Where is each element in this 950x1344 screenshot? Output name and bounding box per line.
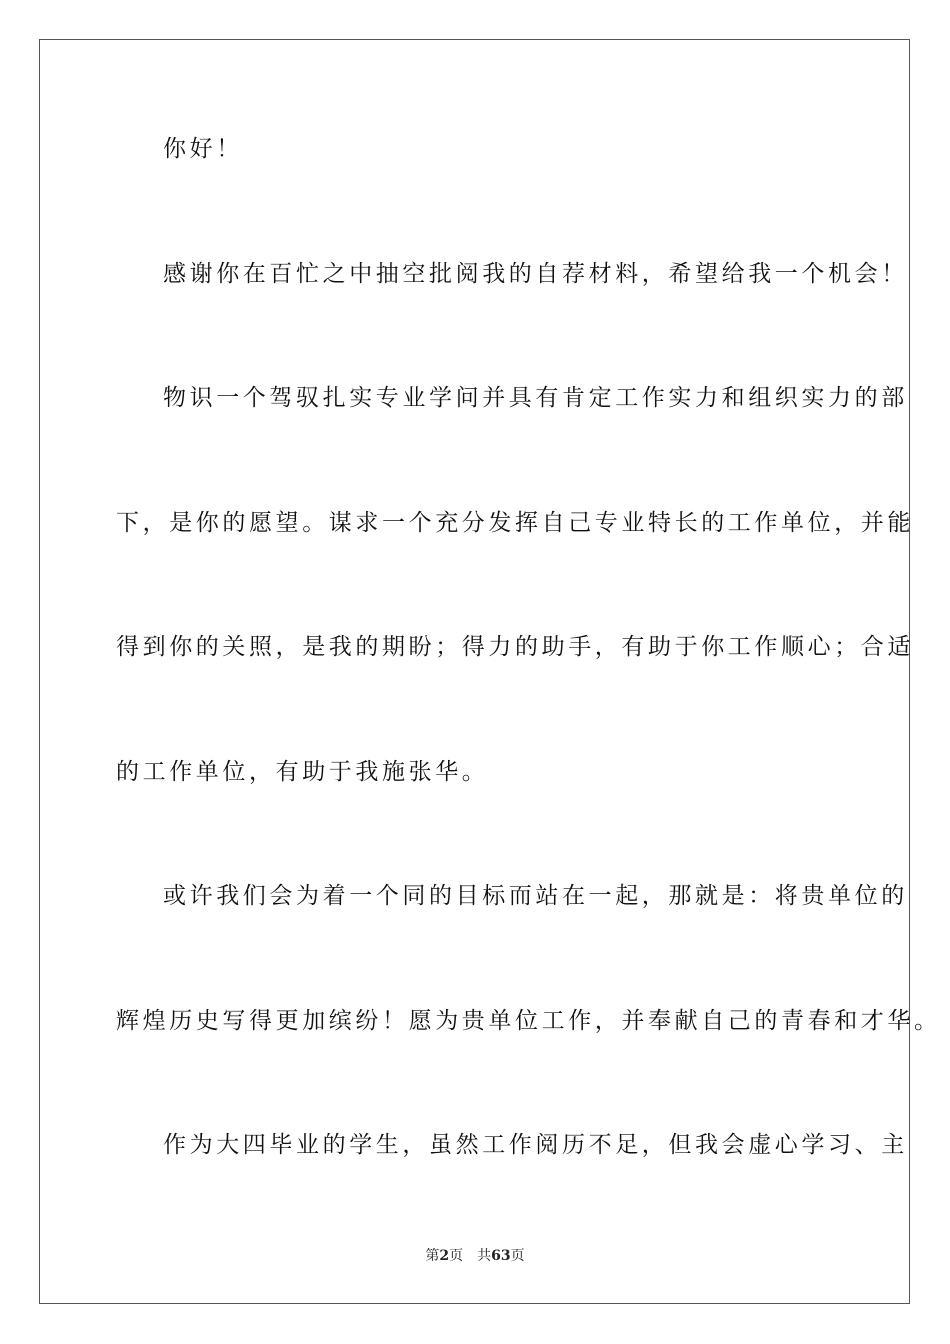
paragraph-line: 或许我们会为着一个同的目标而站在一起，那就是：将贵单位的: [163, 883, 908, 909]
page-number: 2: [439, 1248, 450, 1264]
total-suffix: 页: [510, 1248, 525, 1264]
paragraph-line: 感谢你在百忙之中抽空批阅我的自荐材料，希望给我一个机会！: [163, 261, 908, 287]
page-prefix: 第: [425, 1248, 440, 1264]
paragraph-line: 下，是你的愿望。谋求一个充分发挥自己专业特长的工作单位，并能: [116, 510, 914, 536]
paragraph-line: 辉煌历史写得更加缤纷！愿为贵单位工作，并奉献自己的青春和才华。: [116, 1008, 941, 1034]
page-suffix: 页: [449, 1248, 464, 1264]
paragraph-line: 物识一个驾驭扎实专业学问并具有肯定工作实力和组织实力的部: [163, 385, 908, 411]
total-pages: 63: [491, 1248, 511, 1264]
paragraph-line: 的工作单位，有助于我施张华。: [116, 759, 489, 785]
page-frame: [39, 39, 941, 1304]
paragraph-line: 作为大四毕业的学生，虽然工作阅历不足，但我会虚心学习、主: [163, 1132, 908, 1158]
paragraph-line: 得到你的关照，是我的期盼；得力的助手，有助于你工作顺心；合适: [116, 634, 914, 660]
page-footer: [0, 1247, 950, 1265]
greeting-line: 你好！: [163, 136, 243, 162]
total-prefix: 共: [477, 1248, 492, 1264]
